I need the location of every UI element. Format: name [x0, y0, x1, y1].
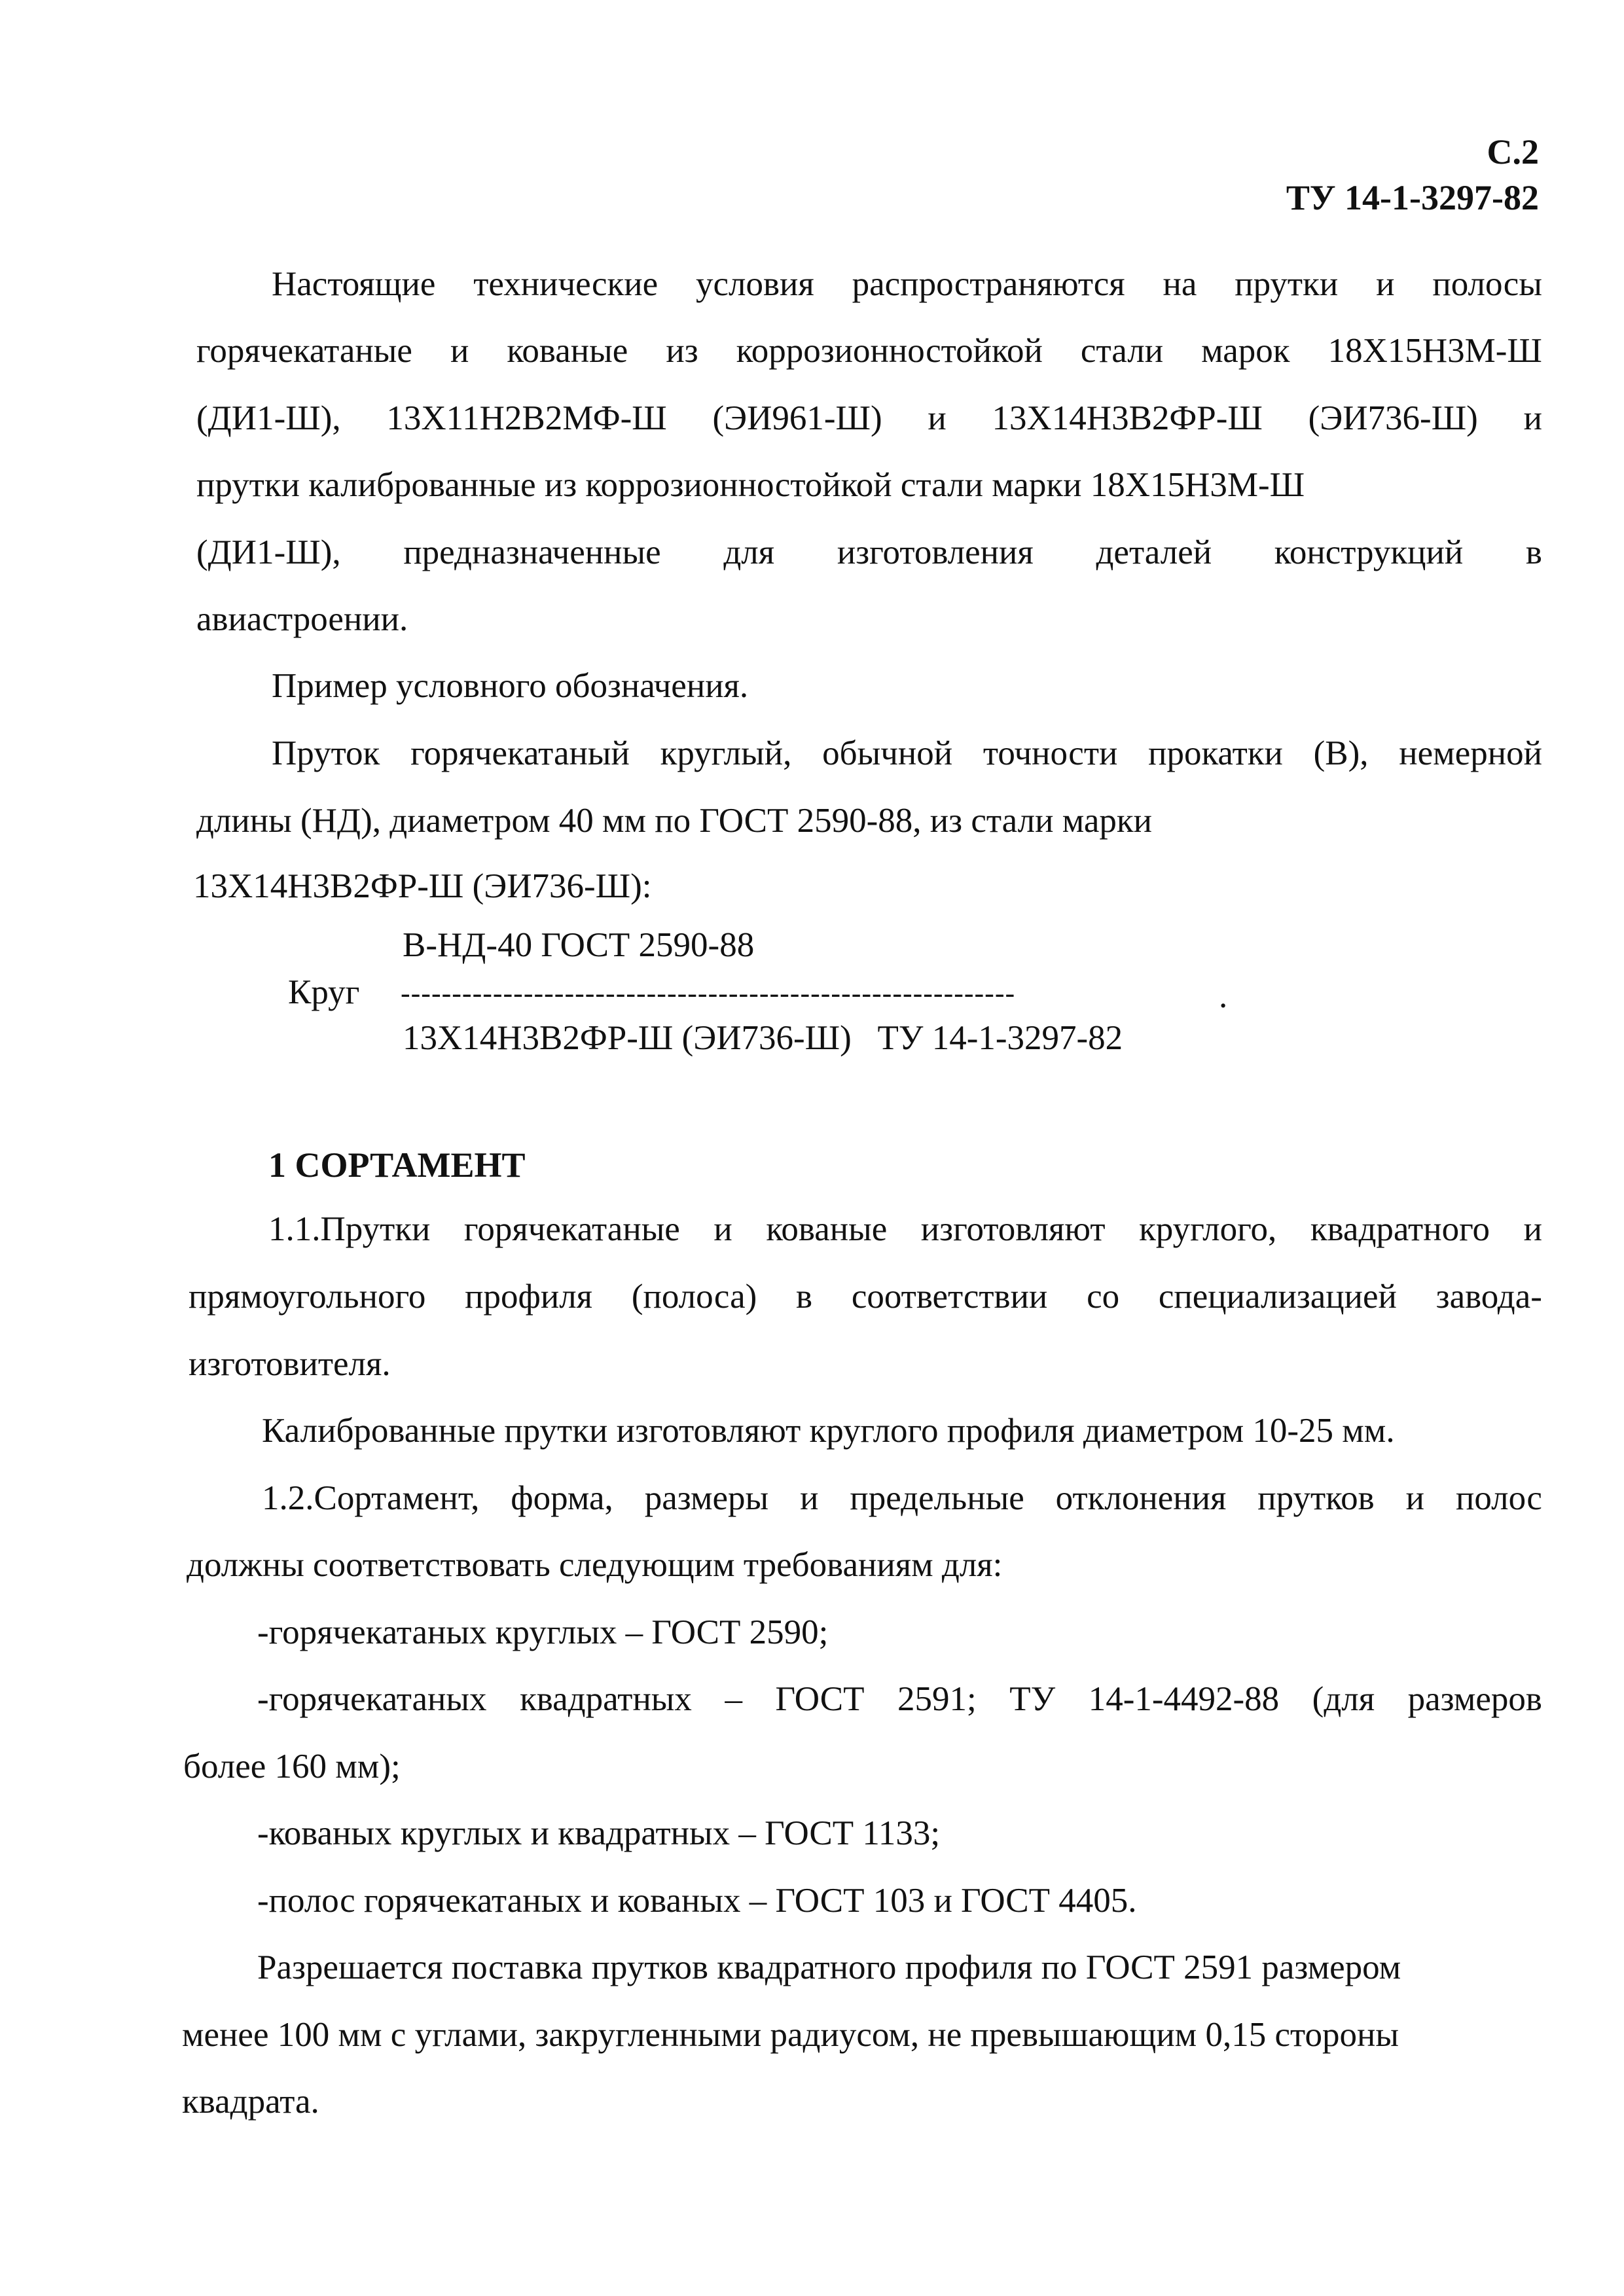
intro-line-4: прутки калиброванные из коррозионностойкой стали марки 18Х15Н3М-Ш — [196, 466, 1305, 504]
requirement-4: -полос горячекатаных и кованых – ГОСТ 103 и ГОСТ 4405. — [257, 1882, 1137, 1920]
word: квадратных — [520, 1680, 692, 1718]
intro-line-2 — [196, 334, 1542, 368]
word: размеры — [644, 1479, 769, 1517]
word: точности — [983, 734, 1118, 772]
word: конструкций — [1274, 533, 1464, 571]
example-line-1 — [272, 736, 1542, 771]
word: коррозионностойкой — [736, 332, 1043, 370]
word: условия — [696, 265, 814, 303]
word: стали — [1080, 332, 1164, 370]
word: со — [1087, 1278, 1120, 1316]
intro-line-6: авиастроении. — [196, 600, 408, 638]
allowance-line-2: менее 100 мм с углами, закругленными радиусом, не превышающим 0,15 стороны — [182, 2016, 1399, 2054]
calibrated-line: Калиброванные прутки изготовляют круглого профиля диаметром 10-25 мм. — [262, 1412, 1395, 1450]
requirement-2-line-1 — [257, 1682, 1542, 1717]
word: -горячекатаных — [257, 1680, 487, 1718]
word: Настоящие — [272, 265, 436, 303]
designation-label: Круг — [288, 973, 360, 1011]
word: распространяются — [852, 265, 1125, 303]
word: (для — [1312, 1680, 1375, 1718]
word: квадратного — [1310, 1210, 1490, 1248]
word: ГОСТ — [775, 1680, 865, 1718]
word: технические — [473, 265, 659, 303]
word: 13Х11Н2В2МФ-Ш — [386, 399, 667, 437]
word: ТУ — [1009, 1680, 1056, 1718]
document-code: ТУ 14-1-3297-82 — [1286, 178, 1539, 217]
word: соответствии — [851, 1278, 1048, 1316]
example-line-3: 13Х14Н3В2ФР-Ш (ЭИ736-Ш): — [193, 867, 652, 905]
word: изготовления — [837, 533, 1034, 571]
designation-fraction-line: ------------------------------------------------------------ — [401, 977, 1016, 1009]
word: немерной — [1399, 734, 1542, 772]
word: круглый, — [660, 734, 792, 772]
word: (полоса) — [631, 1278, 757, 1316]
example-line-2: длины (НД), диаметром 40 мм по ГОСТ 2590-88, из стали марки — [196, 802, 1153, 840]
word: 2591; — [897, 1680, 977, 1718]
word: (ДИ1-Ш), — [196, 399, 341, 437]
requirement-2-line-2: более 160 мм); — [183, 1748, 401, 1785]
word: марок — [1201, 332, 1290, 370]
word: и — [1523, 399, 1542, 437]
word: обычной — [822, 734, 953, 772]
word: для — [723, 533, 775, 571]
word: в — [796, 1278, 813, 1316]
designation-dot: . — [1219, 977, 1228, 1015]
word: и — [928, 399, 947, 437]
word: специализацией — [1158, 1278, 1397, 1316]
word: на — [1163, 265, 1197, 303]
word: и — [1405, 1479, 1425, 1517]
designation-denominator: 13Х14Н3В2ФР-Ш (ЭИ736-Ш) ТУ 14-1-3297-82 — [403, 1019, 1123, 1057]
word: и — [800, 1479, 819, 1517]
word: 13Х14Н3В2ФР-Ш — [992, 399, 1263, 437]
word: и — [713, 1210, 732, 1248]
requirement-1: -горячекатаных круглых – ГОСТ 2590; — [257, 1613, 829, 1651]
p11-line-3: изготовителя. — [189, 1345, 391, 1383]
word: отклонения — [1055, 1479, 1227, 1517]
word: предельные — [850, 1479, 1024, 1517]
word: деталей — [1096, 533, 1212, 571]
allowance-line-3: квадрата. — [182, 2083, 319, 2121]
word: (ЭИ736-Ш) — [1308, 399, 1478, 437]
word: кованые — [766, 1210, 888, 1248]
word: и — [1376, 265, 1395, 303]
word: прутки — [1235, 265, 1339, 303]
word: полос — [1455, 1479, 1542, 1517]
word: полосы — [1432, 265, 1542, 303]
word: из — [666, 332, 698, 370]
word: горячекатаные — [196, 332, 412, 370]
p12-line-1 — [262, 1481, 1542, 1516]
word: прямоугольного — [189, 1278, 426, 1316]
requirement-3: -кованых круглых и квадратных – ГОСТ 1133; — [257, 1814, 941, 1852]
designation-numerator: В-НД-40 ГОСТ 2590-88 — [403, 926, 755, 964]
example-title: Пример условного обозначения. — [272, 667, 749, 705]
p12-line-2: должны соответствовать следующим требованиям для: — [187, 1546, 1003, 1584]
intro-line-3 — [196, 401, 1542, 436]
section-title: 1 СОРТАМЕНТ — [268, 1145, 526, 1185]
word: прокатки — [1148, 734, 1283, 772]
word: форма, — [511, 1479, 613, 1517]
allowance-line-1: Разрешается поставка прутков квадратного профиля по ГОСТ 2591 размером — [257, 1948, 1401, 1986]
word: Пруток — [272, 734, 380, 772]
word: 1.1.Прутки — [268, 1210, 431, 1248]
intro-line-1 — [272, 267, 1542, 302]
word: предназначенные — [403, 533, 661, 571]
word: – — [725, 1680, 742, 1718]
word: завода- — [1435, 1278, 1542, 1316]
word: (ДИ1-Ш), — [196, 533, 341, 571]
p11-line-1 — [268, 1212, 1542, 1247]
word: и — [1523, 1210, 1542, 1248]
word: (В), — [1313, 734, 1369, 772]
word: горячекатаный — [410, 734, 630, 772]
word: в — [1525, 533, 1542, 571]
word: и — [450, 332, 469, 370]
word: горячекатаные — [463, 1210, 680, 1248]
page-number: С.2 — [1487, 132, 1539, 171]
p11-line-2 — [189, 1280, 1542, 1314]
intro-line-5 — [196, 535, 1542, 570]
word: 1.2.Сортамент, — [262, 1479, 480, 1517]
word: круглого, — [1139, 1210, 1277, 1248]
word: кованые — [507, 332, 628, 370]
word: 18Х15Н3М-Ш — [1327, 332, 1542, 370]
word: профиля — [465, 1278, 593, 1316]
word: размеров — [1407, 1680, 1542, 1718]
word: изготовляют — [920, 1210, 1106, 1248]
word: (ЭИ961-Ш) — [712, 399, 882, 437]
word: 14-1-4492-88 — [1088, 1680, 1280, 1718]
word: прутков — [1257, 1479, 1375, 1517]
